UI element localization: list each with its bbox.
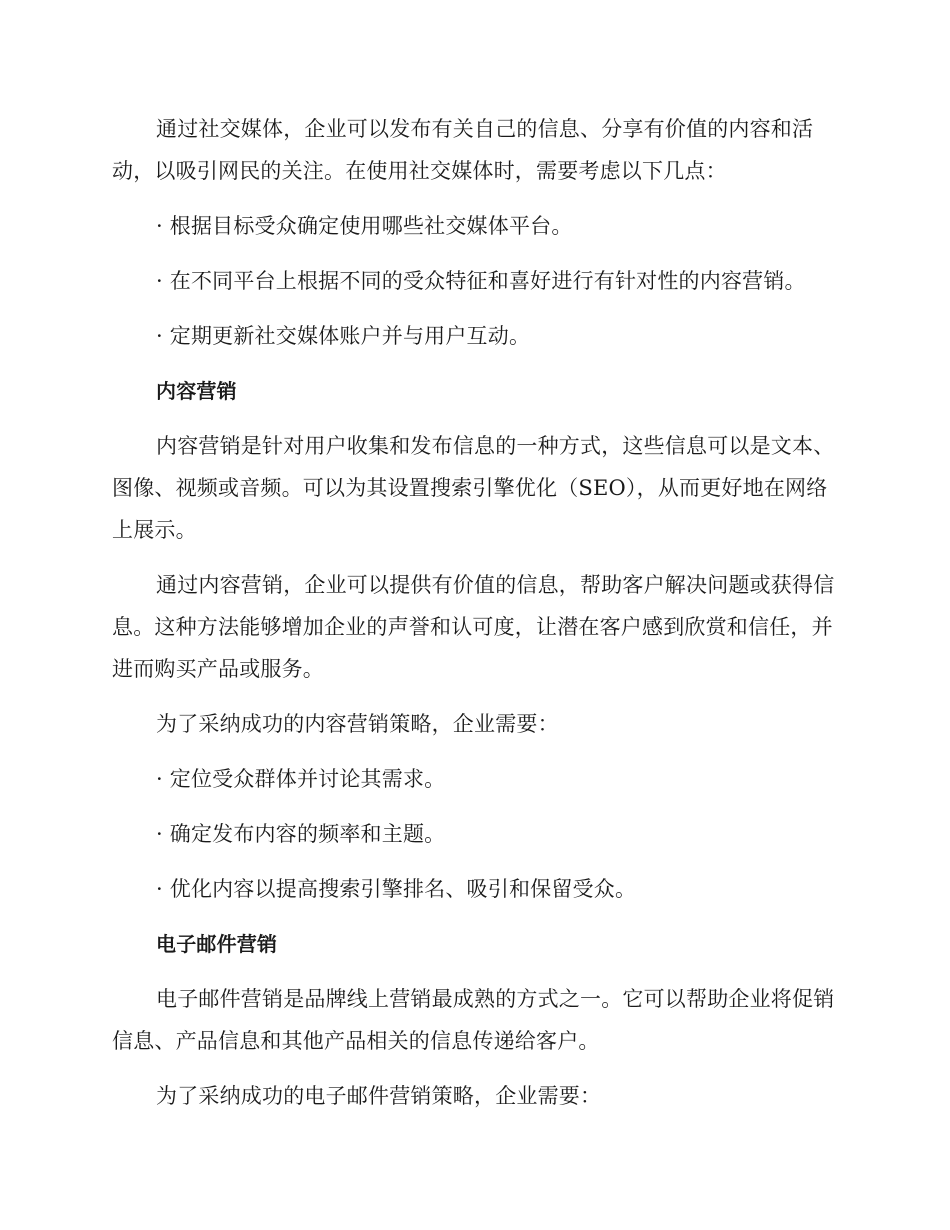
section-heading-content-marketing: 内容营销: [156, 379, 237, 403]
bullet-item: · 在不同平台上根据不同的受众特征和喜好进行有针对性的内容营销。: [156, 269, 806, 293]
paragraph-social-media-intro: 通过社交媒体，企业可以发布有关自己的信息、分享有价值的内容和活动，以吸引网民的关注。在使用社交媒体时，需要考虑以下几点：: [112, 117, 814, 183]
paragraph-email-marketing-strategy: 为了采纳成功的电子邮件营销策略，企业需要：: [156, 1084, 602, 1108]
bullet-item: · 确定发布内容的频率和主题。: [156, 822, 446, 846]
paragraph-content-marketing-strategy: 为了采纳成功的内容营销策略，企业需要：: [156, 712, 559, 736]
paragraph-content-marketing-benefits: 通过内容营销，企业可以提供有价值的信息，帮助客户解决问题或获得信息。这种方法能够增加企业的声誉和认可度，让潜在客户感到欣赏和信任，并进而购买产品或服务。: [112, 573, 835, 681]
bullet-item: · 优化内容以提高搜索引擎排名、吸引和保留受众。: [156, 877, 637, 901]
paragraph-email-marketing-definition: 电子邮件营销是品牌线上营销最成熟的方式之一。它可以帮助企业将促销信息、产品信息和其他产品相关的信息传递给客户。: [112, 987, 835, 1053]
bullet-item: · 定期更新社交媒体账户并与用户互动。: [156, 324, 531, 348]
bullet-item: · 根据目标受众确定使用哪些社交媒体平台。: [156, 214, 573, 238]
bullet-item: · 定位受众群体并讨论其需求。: [156, 767, 446, 791]
paragraph-content-marketing-definition: 内容营销是针对用户收集和发布信息的一种方式，这些信息可以是文本、图像、视频或音频。可以为其设置搜索引擎优化（SEO），从而更好地在网络上展示。: [112, 434, 835, 542]
section-heading-email-marketing: 电子邮件营销: [156, 932, 278, 956]
